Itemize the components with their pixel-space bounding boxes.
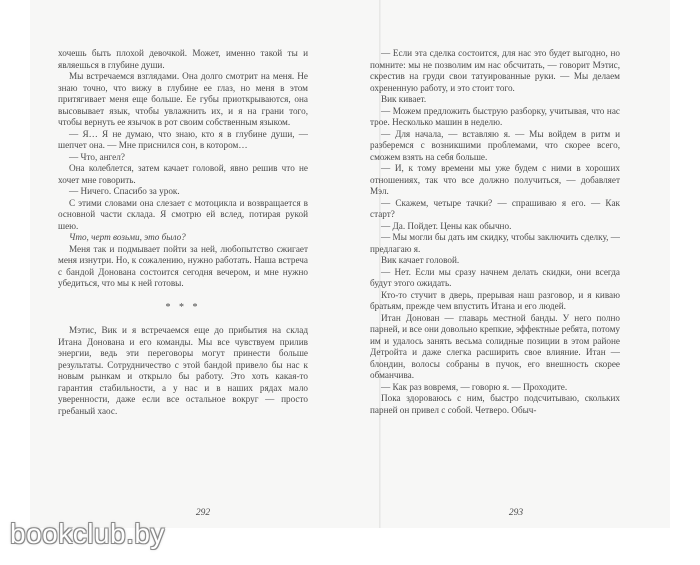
paragraph: Она колеблется, затем качает головой, явно решив что не хочет мне говорить. <box>58 163 308 185</box>
paragraph: — Скажем, четыре тачки? — спрашиваю я его. — Как старт? <box>370 197 620 219</box>
paragraph: — Ничего. Спасибо за урок. <box>69 186 180 196</box>
paragraph: — Можем предложить быструю разборку, учитывая, что нас трое. Несколько машин в неделю. <box>370 105 620 127</box>
site-watermark: bookclub.by <box>10 518 165 549</box>
paragraph: — Если эта сделка состоится, для нас это будет выгодно, но помните: мы не позволим им нас обсчитать, — говорит Мэтис, скрестив на груди свои татуированные руки. — Мы делаем охрененную работу, и это стоит того. <box>370 48 620 93</box>
paragraph-italic: Что, черт возьми, это было? <box>69 232 186 242</box>
section-break: * * * <box>165 301 201 313</box>
paragraph: Меня так и подмывает пойти за ней, любопытство сжигает меня изнутри. Но, к сожалению, нужно работать. Наша встреча с бандой Донована состоится сегодня вечером, и мне нужно убедиться, что мы к ней готовы. <box>58 243 308 288</box>
paragraph: хочешь быть плохой девочкой. Может, именно такой ты и являешься в глубине души. <box>58 48 308 70</box>
right-page <box>370 48 620 416</box>
paragraph: Вик качает головой. <box>381 255 460 265</box>
page-number-right: 293 <box>508 508 524 518</box>
paragraph: Кто-то стучит в дверь, прерывая наш разговор, и я киваю братьям, прежде чем впустить Итана и его людей. <box>370 289 620 311</box>
paragraph: — Мы могли бы дать им скидку, чтобы заключить сделку, — предлагаю я. <box>370 232 620 254</box>
paragraph: — И, к тому времени мы уже будем с ними в хороших отношениях, так что все должно получиться, — добавляет Мэл. <box>370 163 620 196</box>
left-page <box>58 48 308 417</box>
paragraph: Мы встречаемся взглядами. Она долго смотрит на меня. Не знаю точно, что вижу в глубине ее глаз, но меня в этом притягивает меня еще больше. Ее губы приоткрываются, она высовывает язык, чтобы увлажнить их, и я на грани того, чтобы вернуть ее язычок в рот своим собственным языком. <box>58 71 308 127</box>
paragraph: — Я… Я не думаю, что знаю, кто я в глубине души, — шепчет она. — Мне приснился сон, в котором… <box>58 128 308 150</box>
paragraph: — Как раз вовремя, — говорю я. — Проходите. <box>381 381 568 392</box>
paragraph: Пока здороваюсь с ним, быстро подсчитываю, скольких парней он привел с собой. Четверо. Обыч- <box>370 393 620 415</box>
page-number-left: 292 <box>195 508 211 518</box>
paragraph: — Нет. Если мы сразу начнем делать скидки, они всегда будут этого ожидать. <box>370 266 620 288</box>
paragraph: — Что, ангел? <box>69 151 125 162</box>
paragraph: С этими словами она слезает с мотоцикла и возвращается в основной части склада. Я смотрю ей вслед, потирая рукой шею. <box>58 197 308 231</box>
paragraph: Мэтис, Вик и я встречаемся еще до прибытия на склад Итана Донована и его команды. Мы все чувствуем прилив энергии, ведь эти переговоры могут принести больше результаты. Сотрудничество с этой бандой привело бы нас к новым рынкам и открыло бы работу. Это хоть какая-то гарантия стабильности, а у нас и в наших рядах мало уверенности, даже если все остальное вокруг — просто гребаный хаос. <box>58 325 308 416</box>
paragraph: Итан Донован — главарь местной банды. У него полно парней, и все они довольно крепкие, эффектные ребята, потому им и удалось занять весьма солидные позиции в этом районе Детройта и даже слегка расширить свое влияние. Итан — блондин, волосы собраны в пучок, его внешность скорее обманчива. <box>370 312 620 380</box>
paragraph: — Да. Пойдет. Цены как обычно. <box>381 220 512 231</box>
paragraph: Вик кивает. <box>381 94 427 104</box>
paragraph: — Для начала, — вставляю я. — Мы войдем в ритм и разберемся с возникшими проблемами, что скорее всего, сможем взять на себя больше. <box>370 128 620 162</box>
